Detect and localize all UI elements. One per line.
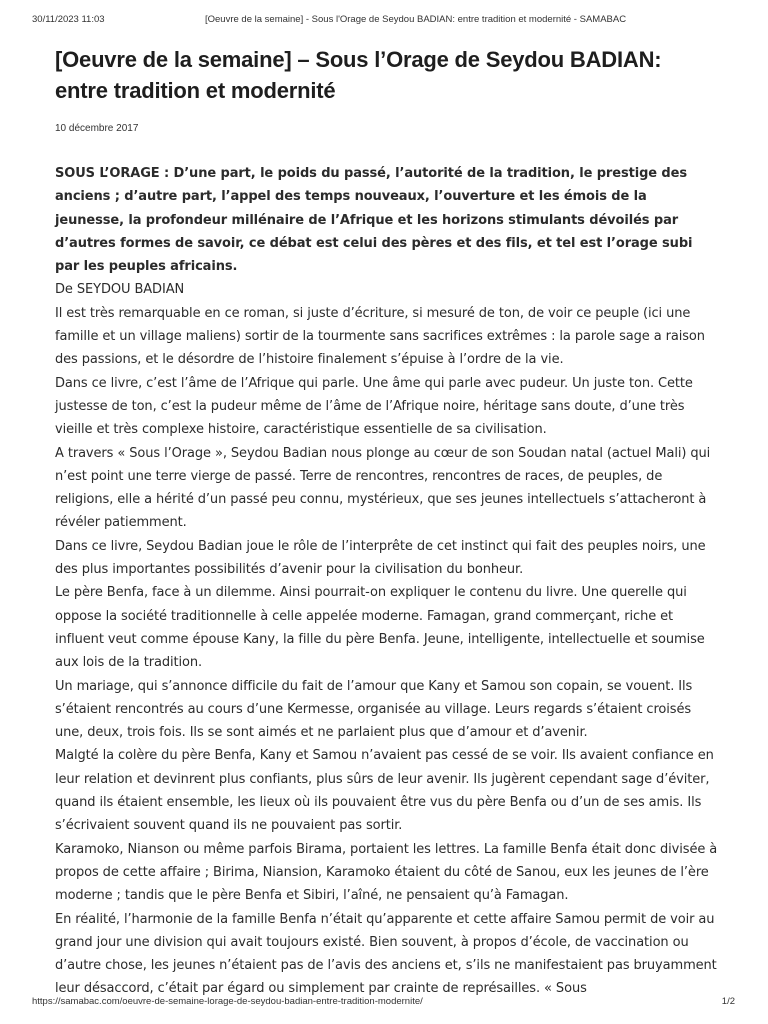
- article-paragraph: Il est très remarquable en ce roman, si juste d’écriture, si mesuré de ton, de voir ce peuple (ici une famille et un village maliens) sortir de la tourmente sans sacrifices extrêmes : la parole sage a raison des passions, et le désordre de l’histoire finalement s’épuise à l’ordre de la vie.: [55, 305, 705, 368]
- print-page-number: 1/2: [721, 996, 735, 1007]
- print-header: [0, 14, 768, 28]
- article: [55, 44, 720, 1001]
- article-body: [55, 162, 720, 1001]
- article-date: 10 décembre 2017: [55, 123, 139, 134]
- article-lead: SOUS L’ORAGE : D’une part, le poids du passé, l’autorité de la tradition, le prestige des anciens ; d’autre part, l’appel des temps nouveaux, l’ouverture et les émois de la jeunesse, la profondeur millénaire de l’Afrique et les horizons stimulants dévoilés par d’autres formes de savoir, ce débat est celui des pères et des fils, et tel est l’orage subi par les peuples africains.: [55, 166, 693, 275]
- print-page-title: [Oeuvre de la semaine] - Sous l'Orage de Seydou BADIAN: entre tradition et modernité - SAMABAC: [205, 14, 627, 25]
- article-paragraph: Karamoko, Nianson ou même parfois Birama, portaient les lettres. La famille Benfa était donc divisée à propos de cette affaire ; Birima, Niansion, Karamoko étaient du côté de Sanou, eux les jeunes de l’ère moderne ; tandis que le père Benfa et Sibiri, l’aîné, ne pensaient qu’à Famagan.: [55, 841, 718, 904]
- print-footer: [0, 996, 768, 1010]
- article-paragraph: Malgté la colère du père Benfa, Kany et Samou n’avaient pas cessé de se voir. Ils avaient confiance en leur relation et devinrent plus confiants, plus sûrs de leur avenir. Ils jugèrent cependant sage d’éviter, quand ils étaient ensemble, les lieux où ils pouvaient être vus du père Benfa ou d’un de ses amis. Ils s’écrivaient souvent quand ils ne pouvaient pas sortir.: [55, 748, 714, 834]
- article-paragraph: Un mariage, qui s’annonce difficile du fait de l’amour que Kany et Samou son copain, se vouent. Ils s’étaient rencontrés au cours d’une Kermesse, organisée au village. Leurs regards s’étaient croisés une, deux, trois fois. Ils se sont aimés et ne parlaient plus que d’amour et d’avenir.: [55, 678, 693, 741]
- article-title: [Oeuvre de la semaine] – Sous l’Orage de Seydou BADIAN: entre tradition et modernité: [55, 47, 662, 103]
- print-datetime: 30/11/2023 11:03: [32, 14, 105, 25]
- article-paragraph: Le père Benfa, face à un dilemme. Ainsi pourrait-on expliquer le contenu du livre. Une querelle qui oppose la société traditionnelle à celle appelée moderne. Famagan, grand commerçant, riche et influent veut comme épouse Kany, la fille du père Benfa. Jeune, intelligente, intellectuelle et soumise aux lois de la tradition.: [55, 585, 705, 671]
- article-paragraph: A travers « Sous l’Orage », Seydou Badian nous plonge au cœur de son Soudan natal (actuel Mali) qui n’est point une terre vierge de passé. Terre de rencontres, rencontres de races, de peuples, de religions, elle a hérité d’un passé peu connu, mystérieux, que ses jeunes intellectuels s’attacheront à révéler patiemment.: [55, 445, 711, 531]
- article-paragraph: En réalité, l’harmonie de la famille Benfa n’était qu’apparente et cette affaire Samou permit de voir au grand jour une division qui avait toujours existé. Bien souvent, à propos d’école, de vaccination ou d’autre chose, les jeunes n’étaient pas de l’avis des anciens et, s’ils ne manifestaient pas bruyamment leur désaccord, c’était par égard ou simplement par crainte de représailles. « Sous: [55, 911, 717, 997]
- article-paragraph: Dans ce livre, c’est l’âme de l’Afrique qui parle. Une âme qui parle avec pudeur. Un juste ton. Cette justesse de ton, c’est la pudeur même de l’âme de l’Afrique noire, héritage sans doute, d’une très vieille et très complexe histoire, caractéristique essentielle de sa civilisation.: [55, 375, 693, 438]
- article-paragraph: De SEYDOU BADIAN: [55, 282, 185, 298]
- article-paragraph: Dans ce livre, Seydou Badian joue le rôle de l’interprête de cet instinct qui fait des peuples noirs, une des plus importantes possibilités d’avenir pour la civilisation du bonheur.: [55, 538, 706, 578]
- print-url: https://samabac.com/oeuvre-de-semaine-lorage-de-seydou-badian-entre-tradition-modernite/: [32, 996, 423, 1007]
